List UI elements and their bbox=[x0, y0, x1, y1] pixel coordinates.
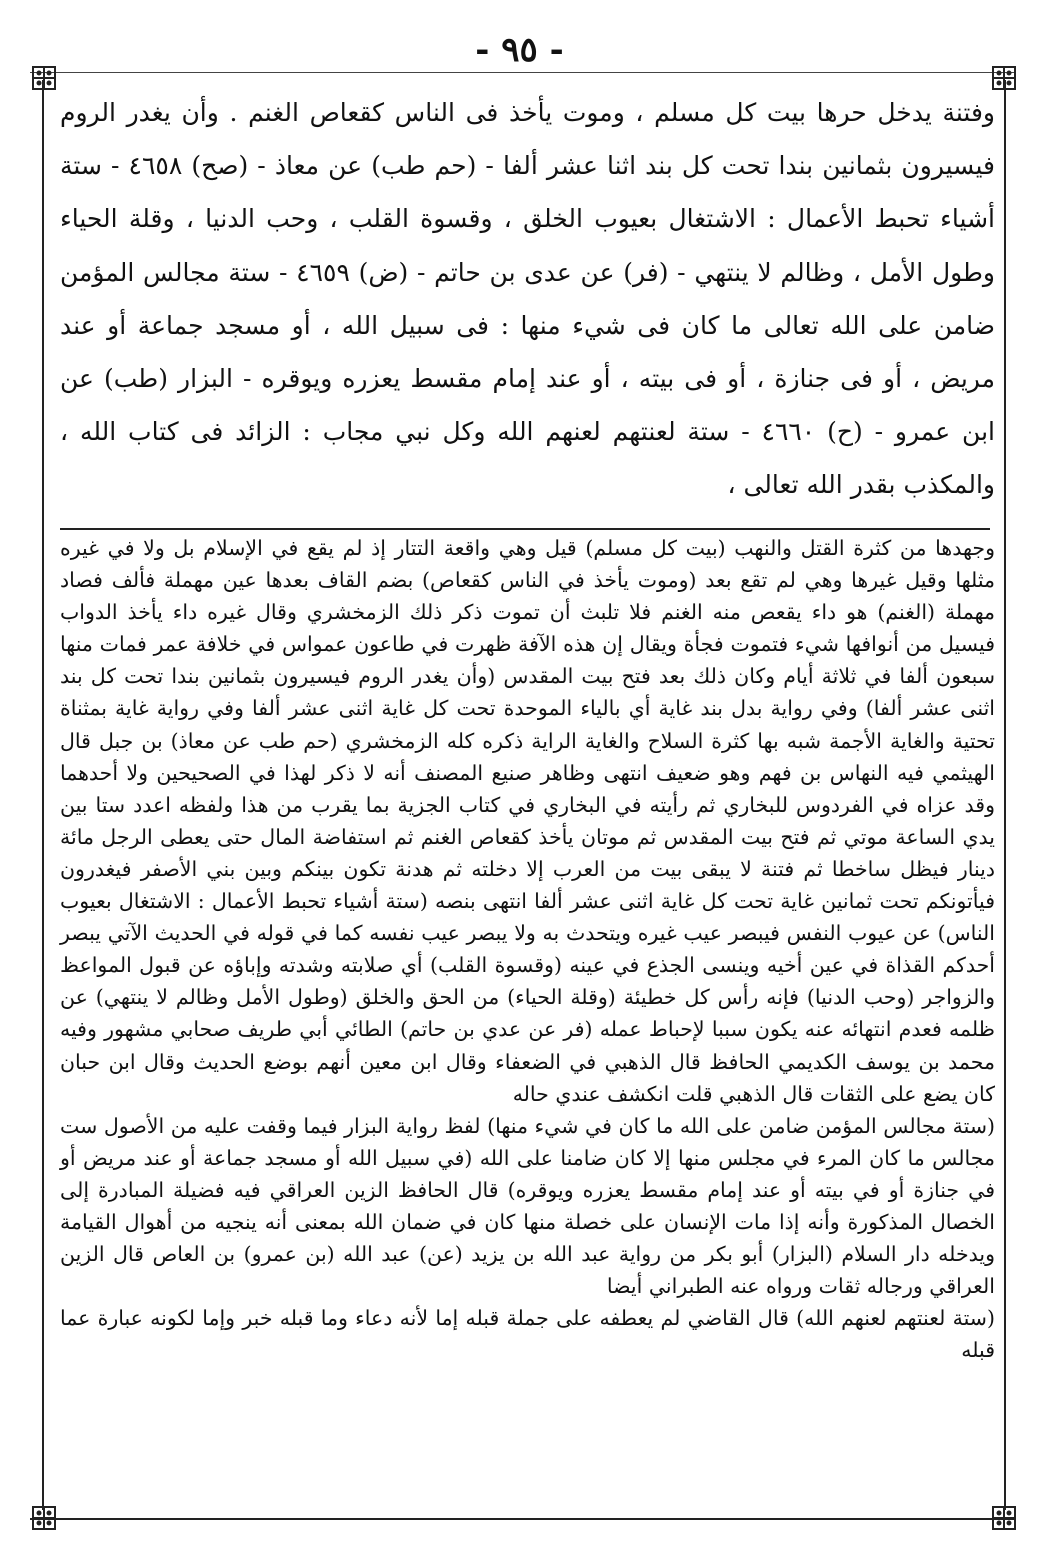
commentary-text bbox=[60, 532, 995, 1366]
commentary-paragraph: وجهدها من كثرة القتل والنهب (بيت كل مسلم) قيل وهي واقعة التتار إذ لم يقع في الإسلام بل ولا في غيره مثلها وقيل غيرها وهي لم تقع بعد (وموت يأخذ في الناس كقعاص) بضم القاف بعدها عين مهملة فألف فصاد مهملة (الغنم) هو داء يقعص منه الغنم فلا تلبث أن تموت ذكر ذلك الزمخشري وقال غيره داء يأخذ الدواب فيسيل من أنوافها شيء فتموت فجأة ويقال إن هذه الآفة ظهرت في طاعون عمواس في خلافة عمر فمات منها سبعون ألفا في ثلاثة أيام وكان ذلك بعد فتح بيت المقدس (وأن يغدر الروم فيسيرون بثمانين بندا تحت كل بند اثنى عشر ألفا) وفي رواية بدل بند غاية أي بالياء الموحدة تحت كل غاية اثنى عشر ألفا وفي رواية غاية بمثناة تحتية والغاية الأجمة شبه بها كثرة السلاح والغاية الراية ذكره كله الزمخشري (حم طب عن معاذ) بن جبل قال الهيثمي فيه النهاس بن فهم وهو ضعيف انتهى وظاهر صنيع المصنف أنه لا ذكر لهذا في الصحيحين ولا أحدهما وقد عزاه في الفردوس للبخاري ثم رأيته في البخاري في كتاب الجزية بما يقرب من هذا ولفظه اعدد ستا بين يدي الساعة موتي ثم فتح بيت المقدس ثم موتان يأخذ كقعاص الغنم ثم استفاضة المال حتى يعطى الرجل مائة دينار فيظل ساخطا ثم فتنة لا يبقى بيت من العرب إلا دخلته ثم هدنة تكون بينكم وبين بني الأصفر فيغدرون فيأتونكم تحت ثمانين غاية تحت كل غاية اثنى عشر ألفا انتهى بنصه (ستة أشياء تحبط الأعمال : الاشتغال بعيوب الناس) عن عيوب النفس فيبصر عيب غيره ويتحدث به ولا يبصر عيب نفسه كما في قوله في الحديث الآتي يبصر أحدكم القذاة في عين أخيه وينسى الجذع في عينه (وقسوة القلب) أي صلابته وشدته وإباؤه عن قبول المواعظ والزواجر (وحب الدنيا) فإنه رأس كل خطيئة (وقلة الحياء) من الحق والخلق (وطول الأمل وظالم لا ينتهي) عن ظلمه فعدم انتهائه عنه يكون سببا لإحباط عمله (فر عن عدي بن حاتم) الطائي أبي طريف صحابي مشهور وفيه محمد بن يوسف الكديمي الحافظ قال الذهبي في الضعفاء وقال ابن معين أنهم بوضع الحديث وقال ابن حبان كان يضع على الثقات قال الذهبي قلت انكشف عندي حاله bbox=[60, 536, 995, 1106]
page-number: - ٩٥ - bbox=[475, 30, 564, 70]
section-divider bbox=[60, 528, 990, 530]
commentary-paragraph: (ستة لعنتهم لعنهم الله) قال القاضي لم يعطفه على جملة قبله إما لأنه دعاء وما قبله خبر وإما لكونه عبارة عما قبله bbox=[60, 1306, 995, 1363]
corner-ornament-icon bbox=[30, 1504, 58, 1532]
commentary-paragraph: (ستة مجالس المؤمن ضامن على الله ما كان في شيء منها) لفظ رواية البزار فيما وقفت عليه من الأصول ست مجالس ما كان المرء في مجلس منها إلا كان ضامنا على الله (في سبيل الله أو مسجد جماعة أو عند مريض أو في جنازة أو في بيته أو عند إمام مقسط يعزره ويوقره) قال الحافظ الزين العراقي فيه فضيلة المبادرة إلى الخصال المذكورة وأنه إذا مات الإنسان على خصلة منها كان في ضمان الله بمعنى أنه ينجيه من أهوال القيامة ويدخله دار السلام (البزار) أبو بكر من رواية عبد الله بن يزيد (عن) عبد الله (بن عمرو) بن العاص قال الزين العراقي ورجاله ثقات ورواه عنه الطبراني أيضا bbox=[60, 1113, 995, 1299]
frame-right-border bbox=[1004, 80, 1006, 1510]
hadith-main-text bbox=[60, 86, 995, 512]
frame-top-border bbox=[30, 72, 1014, 73]
corner-ornament-icon bbox=[30, 64, 58, 92]
hadith-paragraph: وفتنة يدخل حرها بيت كل مسلم ، وموت يأخذ فى الناس كقعاص الغنم . وأن يغدر الروم فيسيرون بثمانين بندا تحت كل بند اثنا عشر ألفا - (حم طب) عن معاذ - (صح) ٤٦٥٨ - ستة أشياء تحبط الأعمال : الاشتغال بعيوب الخلق ، وقسوة القلب ، وحب الدنيا ، وقلة الحياء وطول الأمل ، وظالم لا ينتهي - (فر) عن عدى بن حاتم - (ض) ٤٦٥٩ - ستة مجالس المؤمن ضامن على الله تعالى ما كان فى شيء منها : فى سبيل الله ، أو مسجد جماعة أو عند مريض ، أو فى جنازة ، أو فى بيته ، أو عند إمام مقسط يعزره ويوقره - البزار (طب) عن ابن عمرو - (ح) ٤٦٦٠ - ستة لعنتهم لعنهم الله وكل نبي مجاب : الزائد فى كتاب الله ، والمكذب بقدر الله تعالى ، bbox=[60, 98, 995, 500]
corner-ornament-icon bbox=[990, 1504, 1018, 1532]
frame-left-border bbox=[42, 80, 44, 1510]
frame-bottom-border bbox=[30, 1518, 1014, 1520]
